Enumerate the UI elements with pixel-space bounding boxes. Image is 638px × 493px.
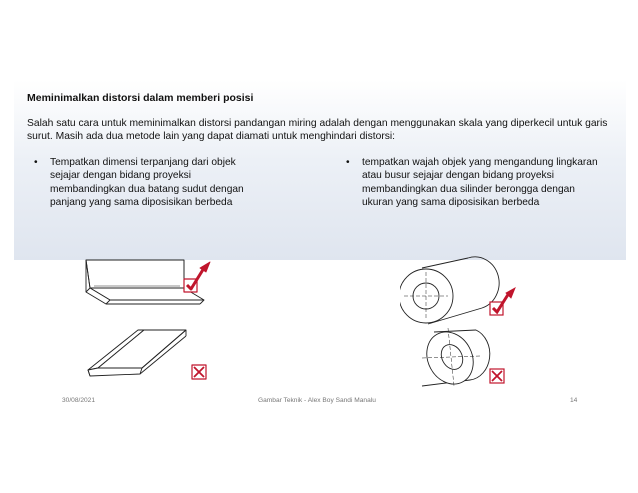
cylinder-face-parallel xyxy=(400,257,499,324)
angle-bar-receding xyxy=(88,330,186,376)
hollow-cylinder-figure xyxy=(400,252,520,394)
intro-paragraph: Salah satu cara untuk meminimalkan distorsi pandangan miring adalah dengan menggunakan skala yang diperkecil untuk garis surut. Masih ada dua metode lain yang dapat diamati untuk menghindari distorsi: xyxy=(27,118,608,142)
cross-icon xyxy=(192,365,206,379)
bullet-text: Tempatkan dimensi terpanjang dari objek sejajar dengan bidang proyeksi membandingkan dua batang sudut dengan panjang yang sama diposisikan berbeda xyxy=(50,157,244,208)
footer-author: Gambar Teknik - Alex Boy Sandi Manalu xyxy=(258,397,376,404)
bullet-dot: • xyxy=(346,157,350,168)
bullet-text: tempatkan wajah objek yang mengandung lingkaran atau busur sejajar dengan bidang proyeksi membandingkan dua silinder berongga dengan ukuran yang sama diposisikan berbeda xyxy=(362,157,598,208)
footer-date: 30/08/2021 xyxy=(62,397,96,404)
footer-page-number: 14 xyxy=(570,397,578,404)
cross-icon xyxy=(490,369,504,383)
slide-heading: Meminimalkan distorsi dalam memberi posisi xyxy=(27,92,254,104)
angle-bar-figure xyxy=(80,252,212,397)
bullet-dot: • xyxy=(34,157,38,168)
check-icon xyxy=(490,288,515,315)
check-icon xyxy=(184,262,210,292)
bullet-item-left xyxy=(34,156,264,209)
bullet-item-right xyxy=(346,156,606,209)
cylinder-face-receding xyxy=(418,324,490,392)
